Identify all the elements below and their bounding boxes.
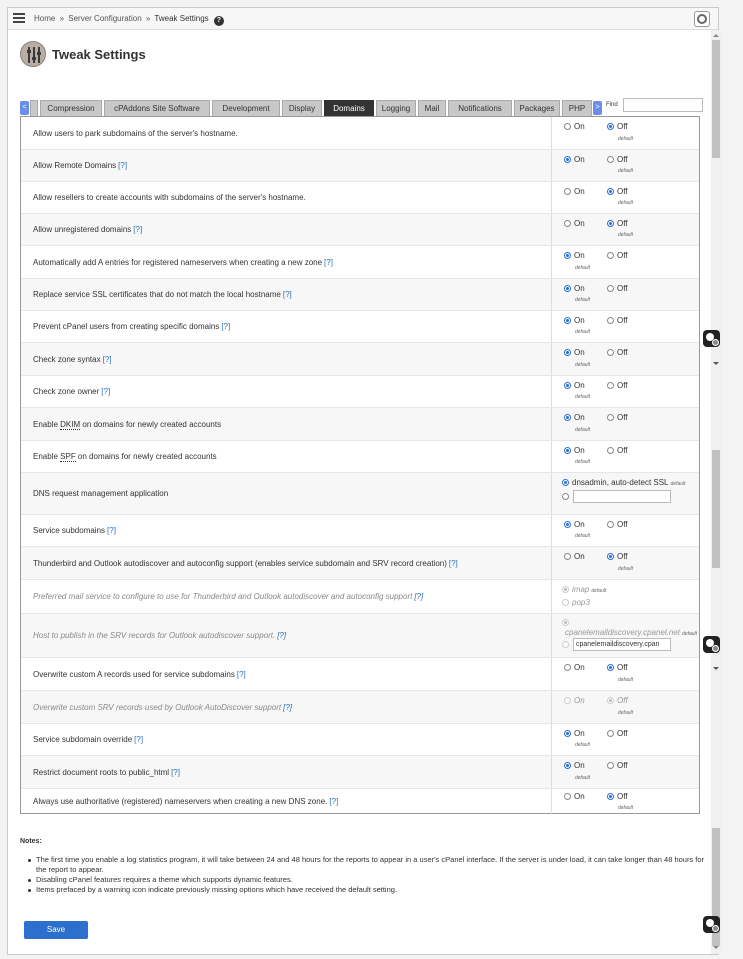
settings-table [20,116,700,814]
off-radio[interactable] [607,349,614,356]
on-option[interactable]: On [564,413,585,422]
setting-label: Service subdomains [?] [33,526,116,535]
on-option[interactable]: On [564,381,585,390]
help-link[interactable]: [?] [134,735,144,744]
setting-label: Service subdomain override [?] [33,735,144,744]
breadcrumb-separator: » [145,14,151,23]
main-frame [7,7,719,955]
default-marker: default [618,677,634,683]
setting-row [21,691,699,724]
setting-label: Preferred mail service to configure to use for Thunderbird and Outlook autodiscover and autoconfig support [?] [33,592,424,601]
setting-row [21,150,699,182]
tab-domains[interactable]: Domains [324,100,374,116]
off-option[interactable]: Off [607,284,628,293]
on-radio[interactable] [564,349,571,356]
setting-label: Replace service SSL certificates that do not match the local hostname [?] [33,290,292,299]
help-link[interactable]: [?] [324,258,333,267]
setting-row [21,311,699,343]
off-option[interactable]: Off [607,316,628,325]
setting-label: Restrict document roots to public_html [?] [33,768,180,777]
off-radio[interactable] [607,730,614,737]
setting-label: Thunderbird and Outlook autodiscover and autoconfig support (enables service subdomain and SRV record creation) [?] [33,559,458,568]
off-radio[interactable] [607,793,614,800]
help-link[interactable]: [?] [414,592,424,601]
off-option[interactable]: Off [607,552,628,561]
help-link[interactable]: [?] [133,225,143,234]
on-radio [564,697,571,704]
help-link[interactable]: [?] [171,768,180,777]
default-marker: default [575,394,591,400]
on-option[interactable]: On [564,663,585,672]
on-option[interactable]: On [564,251,585,260]
tab-mail[interactable]: Mail [418,100,446,116]
on-option[interactable]: On [564,187,585,196]
setting-row [21,117,699,150]
setting-row [21,724,699,756]
scroll-up-arrow[interactable] [713,34,719,37]
scroll-thumb[interactable] [712,450,720,568]
setting-row [21,580,699,614]
tab-bar [20,100,706,116]
custom-option[interactable] [562,492,572,501]
default-marker: default [575,742,591,748]
setting-row [21,515,699,547]
tab-development[interactable]: Development [212,100,280,116]
off-radio[interactable] [607,447,614,454]
tab-logging[interactable]: Logging [376,100,416,116]
dnsadmin-radio[interactable] [562,479,569,486]
off-option[interactable]: Off [607,792,628,801]
tab-compression[interactable]: Compression [40,100,102,116]
tab-notifications[interactable]: Notifications [448,100,512,116]
top-bar [8,8,719,30]
help-link[interactable]: [?] [282,290,292,299]
help-link[interactable]: [?] [221,322,231,331]
setting-row [21,214,699,246]
breadcrumb-server-configuration[interactable]: Server Configuration [68,14,142,23]
save-button[interactable]: Save [24,921,88,939]
imap-radio [562,586,569,593]
notes-list [20,855,710,895]
setting-label: Allow users to park subdomains of the server's hostname. [33,129,238,138]
setting-row [21,473,699,515]
setting-label: Host to publish in the SRV records for Outlook autodiscover support. [?] [33,631,287,640]
default-marker: default [618,200,634,206]
tab-display[interactable]: Display [282,100,322,116]
default-marker: default [618,232,634,238]
off-option[interactable]: Off [607,663,628,672]
default-marker: default [618,566,634,572]
setting-label: Check zone syntax [?] [33,355,112,364]
on-option[interactable]: On [564,155,585,164]
setting-row [21,408,699,441]
on-option[interactable]: On [564,792,585,801]
setting-label: DNS request management application [33,489,169,498]
chevron-down-icon [713,667,719,670]
off-radio[interactable] [607,414,614,421]
help-link[interactable]: [?] [236,670,246,679]
dkim-abbreviation: DKIM [60,420,81,429]
on-option[interactable]: On [564,520,585,529]
off-option[interactable]: Off [607,122,628,131]
scrollbar[interactable] [711,30,721,954]
default-marker: default [575,459,591,465]
scroll-thumb[interactable] [712,40,720,158]
on-option[interactable]: On [564,316,585,325]
off-radio[interactable] [607,553,614,560]
on-option[interactable]: On [564,729,585,738]
setting-label: Allow Remote Domains [?] [33,161,128,170]
breadcrumb-current: Tweak Settings [154,14,209,23]
menu-icon[interactable] [13,13,25,23]
on-option[interactable]: On [564,122,585,131]
custom-radio[interactable] [562,493,569,500]
off-radio[interactable] [607,664,614,671]
dns-app-input[interactable] [573,490,671,503]
setting-label: Overwrite custom SRV records used by Outlook AutoDiscover support [?] [33,703,293,712]
setting-row [21,756,699,789]
off-option[interactable]: Off [607,348,628,357]
off-option[interactable]: Off [607,219,628,228]
off-option[interactable]: Off [607,446,628,455]
off-option[interactable]: Off [607,761,628,770]
off-radio[interactable] [607,762,614,769]
close-icon [697,14,707,24]
dnsadmin-option[interactable]: dnsadmin, auto-detect SSL default [562,478,686,487]
on-radio[interactable] [564,317,571,324]
off-option[interactable]: Off [607,729,628,738]
tab-partial[interactable] [30,100,38,116]
setting-label: Check zone owner [?] [33,387,111,396]
srv-host-input[interactable]: cpanelemaildiscovery.cpan [573,638,671,651]
help-link[interactable]: [?] [118,161,128,170]
setting-label: Overwrite custom A records used for service subdomains [?] [33,670,246,679]
off-option[interactable]: Off [607,413,628,422]
off-radio[interactable] [607,220,614,227]
off-radio[interactable] [607,382,614,389]
on-radio[interactable] [564,447,571,454]
on-option[interactable]: On [564,348,585,357]
tab-prev-button[interactable]: < [20,101,29,115]
on-radio[interactable] [564,664,571,671]
default-marker: default [575,297,591,303]
off-radio[interactable] [607,188,614,195]
off-option[interactable]: Off [607,187,628,196]
setting-row [21,343,699,376]
pop3-radio [562,599,569,606]
default-marker: default [575,533,591,539]
default-marker: default [575,265,591,271]
on-radio[interactable] [564,285,571,292]
on-radio[interactable] [564,521,571,528]
off-radio[interactable] [607,156,614,163]
setting-row [21,279,699,311]
on-option[interactable]: On [564,552,585,561]
setting-row [21,246,699,279]
setting-row [21,441,699,473]
setting-row [21,376,699,408]
off-option: Off [607,696,628,705]
default-marker: default [618,168,634,174]
srv-default-option [562,618,572,627]
chat-icon[interactable] [703,636,720,653]
note-item: Disabling cPanel features requires a theme which supports dynamic features. [20,875,710,885]
setting-row [21,614,699,658]
default-marker: default [575,775,591,781]
on-radio[interactable] [564,252,571,259]
breadcrumb [34,14,224,26]
notes-section [20,838,710,895]
off-option[interactable]: Off [607,155,628,164]
default-marker: default [575,362,591,368]
on-radio[interactable] [564,730,571,737]
on-radio[interactable] [564,188,571,195]
breadcrumb-separator: » [59,14,65,23]
default-marker: default [575,329,591,335]
on-radio[interactable] [564,793,571,800]
help-link[interactable]: [?] [448,559,458,568]
help-link[interactable]: [?] [102,355,112,364]
setting-label: Allow resellers to create accounts with subdomains of the server's hostname. [33,193,306,202]
off-radio[interactable] [607,252,614,259]
setting-label: Allow unregistered domains [?] [33,225,143,234]
on-radio[interactable] [564,553,571,560]
chevron-down-icon [713,362,719,365]
srv-default-label: cpanelemaildiscovery.cpanel.net default [565,628,698,637]
setting-label: Automatically add A entries for registered nameservers when creating a new zone [?] [33,258,333,267]
spf-abbreviation: SPF [60,452,76,461]
on-radio[interactable] [564,123,571,130]
on-radio[interactable] [564,220,571,227]
notes-title: Notes: [20,838,42,845]
off-radio[interactable] [607,123,614,130]
imap-option: imap default [562,585,606,594]
srv-custom-radio [562,641,569,648]
default-marker: default [618,710,634,716]
off-option[interactable]: Off [607,251,628,260]
note-item: Items prefaced by a warning icon indicate previously missing options which have received the default setting. [20,885,710,895]
setting-row [21,182,699,214]
tab-next-button[interactable]: > [593,101,602,115]
srv-custom-option [562,640,572,649]
tab-packages[interactable]: Packages [514,100,560,116]
breadcrumb-home[interactable]: Home [34,14,56,23]
help-link[interactable]: [?] [277,631,287,640]
off-option[interactable]: Off [607,381,628,390]
scroll-down-arrow[interactable] [713,946,719,949]
setting-label: Enable DKIM on domains for newly created accounts [33,420,222,429]
default-marker: default [618,805,634,811]
note-item: The first time you enable a log statistics program, it will take between 24 and 48 hours for the reports to appear in a user's cPanel interface. If the server is under load, it can take longer than 48 hours for the report to appear. [20,855,710,875]
on-option[interactable]: On [564,761,585,770]
setting-label: Enable SPF on domains for newly created accounts [33,452,217,461]
tab-cpaddons[interactable]: cPAddons Site Software [104,100,210,116]
tweak-settings-icon [20,41,46,67]
chat-icon[interactable] [703,916,720,933]
help-link[interactable]: [?] [283,703,293,712]
find-label: Find [606,102,618,108]
on-radio[interactable] [564,382,571,389]
help-icon[interactable]: ? [214,16,224,26]
on-option[interactable]: On [564,446,585,455]
on-option: On [564,696,585,705]
on-radio[interactable] [564,762,571,769]
default-marker: default [575,427,591,433]
setting-row [21,547,699,580]
off-radio[interactable] [607,317,614,324]
srv-default-radio [562,619,569,626]
on-radio[interactable] [564,414,571,421]
find-input[interactable] [623,98,703,112]
help-link[interactable]: [?] [101,387,111,396]
off-radio[interactable] [607,285,614,292]
chat-icon[interactable] [703,330,720,347]
on-radio[interactable] [564,156,571,163]
default-marker: default [618,136,634,142]
setting-label: Always use authoritative (registered) nameservers when creating a new DNS zone. [?] [33,797,339,806]
setting-row [21,789,699,814]
help-link[interactable]: [?] [107,526,116,535]
on-option[interactable]: On [564,284,585,293]
page-title: Tweak Settings [52,47,146,62]
setting-label: Prevent cPanel users from creating specific domains [?] [33,322,231,331]
off-radio[interactable] [607,521,614,528]
off-option[interactable]: Off [607,520,628,529]
setting-row [21,658,699,691]
on-option[interactable]: On [564,219,585,228]
off-radio [607,697,614,704]
tab-php[interactable]: PHP [562,100,592,116]
help-link[interactable]: [?] [329,797,339,806]
close-button[interactable] [694,11,710,27]
pop3-option: pop3 [562,598,590,607]
